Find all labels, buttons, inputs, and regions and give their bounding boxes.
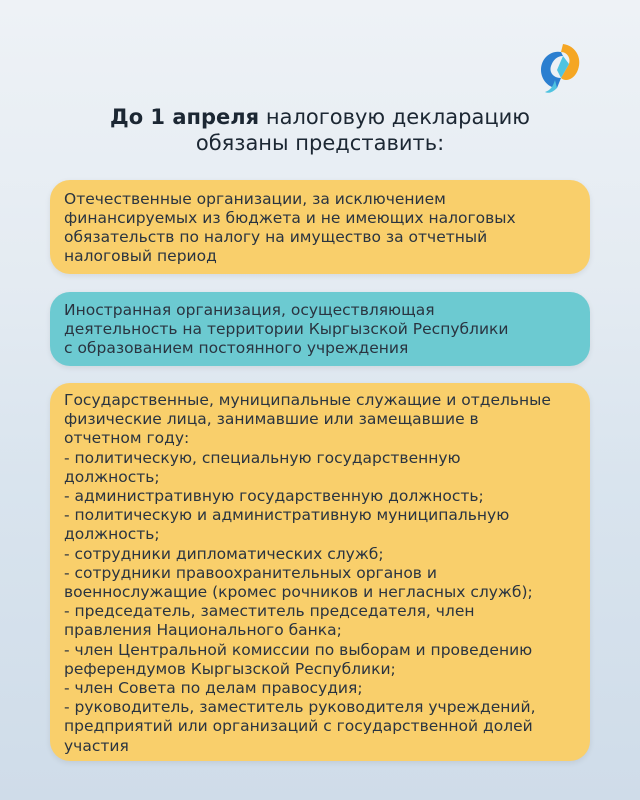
card-line: деятельность на территории Кыргызской Республики bbox=[64, 320, 509, 338]
card-line: референдумов Кыргызской Республики; bbox=[64, 659, 396, 678]
title-bold: До 1 апреля bbox=[109, 105, 260, 129]
card-line: финансируемых из бюджета и не имеющих налоговых bbox=[64, 209, 516, 227]
card-line: военнослужащие (кромес рочников и негласных служб); bbox=[64, 583, 533, 602]
card-line: - руководитель, заместитель руководителя учреждений, bbox=[64, 698, 536, 717]
card-line: Иностранная организация, осуществляющая bbox=[64, 301, 435, 319]
card-line: - сотрудники правоохранительных органов и bbox=[64, 563, 437, 582]
card-foreign-organization bbox=[50, 292, 590, 366]
card-line: - административную государственную должность; bbox=[64, 487, 484, 506]
card-line: налоговый период bbox=[64, 247, 217, 265]
card-line: - член Совета по делам правосудия; bbox=[64, 679, 363, 698]
page-title bbox=[40, 104, 600, 156]
card-officials bbox=[50, 383, 590, 761]
card-line: участия bbox=[64, 736, 129, 755]
card-line: Отечественные организации, за исключением bbox=[64, 190, 446, 208]
title-line2: обязаны представить: bbox=[195, 131, 445, 155]
card-line: предприятий или организаций с государственной долей bbox=[64, 717, 533, 736]
card-line: - член Центральной комиссии по выборам и проведению bbox=[64, 640, 533, 659]
card-line: - председатель, заместитель председателя, член bbox=[64, 602, 475, 621]
card-line: Государственные, муниципальные служащие и отдельные bbox=[64, 391, 551, 409]
brand-logo-icon bbox=[533, 40, 585, 96]
card-line: физические лица, занимавшие или замещавшие в bbox=[64, 410, 479, 429]
card-line: - сотрудники дипломатических служб; bbox=[64, 544, 384, 563]
card-line: обязательств по налогу на имущество за отчетный bbox=[64, 228, 488, 246]
title-rest: налоговую декларацию bbox=[259, 105, 530, 129]
card-line: отчетном году: bbox=[64, 429, 190, 448]
card-line: правления Национального банка; bbox=[64, 621, 342, 640]
card-line: должность; bbox=[64, 525, 160, 544]
card-line: с образованием постоянного учреждения bbox=[64, 339, 409, 357]
card-line: - политическую и административную муниципальную bbox=[64, 506, 510, 525]
card-line: - политическую, специальную государственную bbox=[64, 448, 461, 467]
card-line: должность; bbox=[64, 467, 160, 486]
card-domestic-organizations bbox=[50, 180, 590, 274]
